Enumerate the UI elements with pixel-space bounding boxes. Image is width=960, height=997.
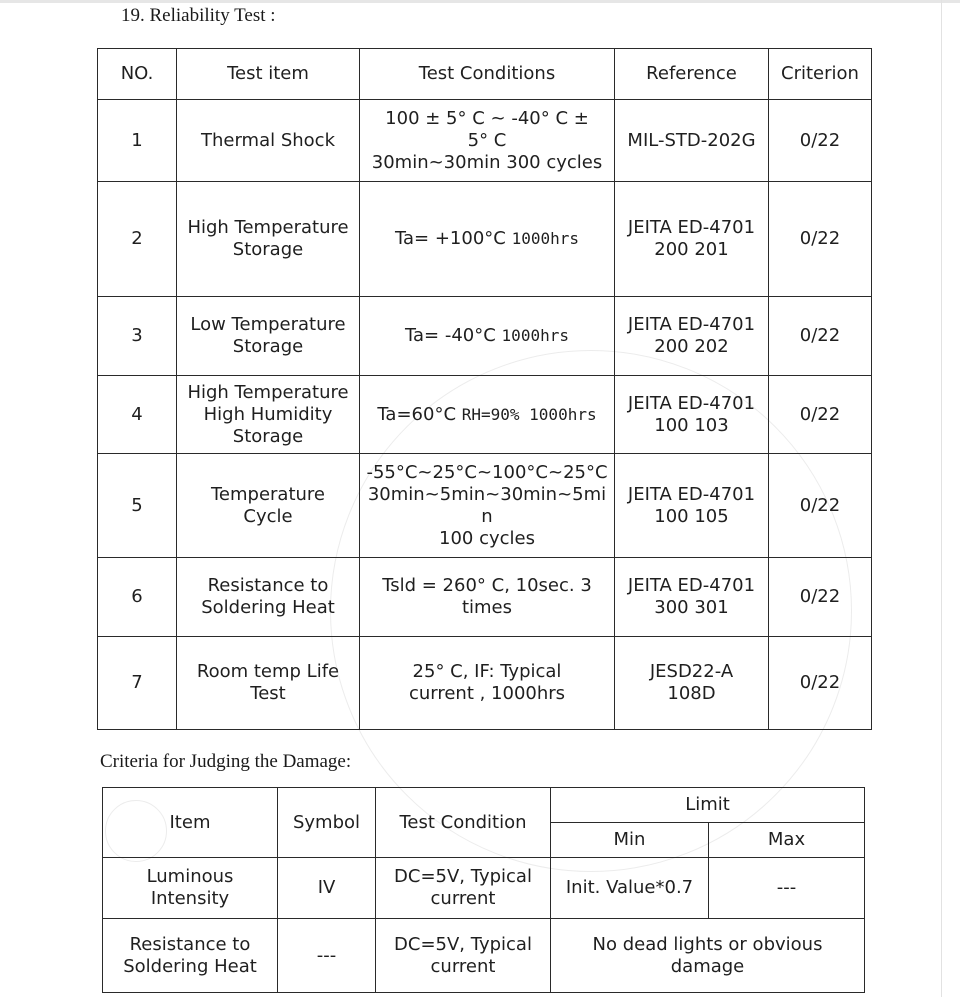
conditions-duration: 1000hrs: [501, 326, 569, 345]
table-row: [98, 637, 872, 730]
table-header-row: [103, 788, 865, 823]
header-test-condition: Test Condition: [376, 788, 551, 858]
header-min: Min: [551, 823, 709, 858]
table-row: [98, 100, 872, 182]
conditions-text: Ta= -40°C: [405, 325, 502, 346]
limit-description: No dead lights or obvious damage: [551, 919, 865, 993]
page-right-edge: [941, 0, 942, 997]
row-number: 6: [98, 558, 177, 637]
row-number: 3: [98, 297, 177, 376]
conditions-text: Ta=60°C: [377, 403, 462, 425]
header-test-item: Test item: [177, 49, 360, 100]
conditions-duration: 1000hrs: [511, 229, 579, 248]
header-no: NO.: [98, 49, 177, 100]
limit-max: ---: [709, 858, 865, 919]
table-header-row: [98, 49, 872, 100]
reference: JEITA ED-4701 100 105: [615, 454, 769, 558]
table-row: [98, 376, 872, 454]
test-item: Thermal Shock: [177, 100, 360, 182]
test-conditions: [360, 454, 615, 558]
table-row: [98, 558, 872, 637]
conditions-text: Ta= +100°C: [394, 228, 512, 249]
header-item: Item: [103, 788, 278, 858]
damage-symbol: ---: [278, 919, 376, 993]
test-conditions: [360, 182, 615, 297]
criteria-title: Criteria for Judging the Damage:: [100, 751, 352, 772]
test-item: Temperature Cycle: [177, 454, 360, 558]
criterion: 0/22: [769, 182, 872, 297]
test-conditions: [360, 100, 615, 182]
criterion: 0/22: [769, 376, 872, 454]
row-number: 1: [98, 100, 177, 182]
criterion: 0/22: [769, 454, 872, 558]
damage-item: Luminous Intensity: [103, 858, 278, 919]
damage-symbol: IV: [278, 858, 376, 919]
table-row: [98, 297, 872, 376]
reference: JEITA ED-4701 200 202: [615, 297, 769, 376]
reference: JEITA ED-4701 100 103: [615, 376, 769, 454]
table-row: [103, 919, 865, 993]
test-item: High Temperature Storage: [177, 182, 360, 297]
header-max: Max: [709, 823, 865, 858]
test-item: Low Temperature Storage: [177, 297, 360, 376]
test-conditions: [360, 376, 615, 454]
reference: JEITA ED-4701 300 301: [615, 558, 769, 637]
criterion: 0/22: [769, 637, 872, 730]
damage-criteria-table: [102, 787, 865, 993]
row-number: 7: [98, 637, 177, 730]
test-item: Resistance to Soldering Heat: [177, 558, 360, 637]
test-conditions: [360, 637, 615, 730]
header-reference: Reference: [615, 49, 769, 100]
limit-min: Init. Value*0.7: [551, 858, 709, 919]
row-number: 2: [98, 182, 177, 297]
page-top-border: [0, 0, 960, 3]
reference: MIL-STD-202G: [615, 100, 769, 182]
header-test-conditions: Test Conditions: [360, 49, 615, 100]
header-symbol: Symbol: [278, 788, 376, 858]
header-criterion: Criterion: [769, 49, 872, 100]
reference: JESD22-A 108D: [615, 637, 769, 730]
conditions-text: 100 ± 5° C ~ -40° C ± 5° C 30min~30min 300 cycles: [371, 107, 603, 173]
table-row: [103, 858, 865, 919]
reliability-test-table: [97, 48, 872, 730]
table-row: [98, 182, 872, 297]
test-conditions: [360, 297, 615, 376]
conditions-text: -55°C~25°C~100°C~25°C 30min~5min~30min~5mi n 100 cycles: [366, 461, 608, 549]
header-limit: Limit: [551, 788, 865, 823]
conditions-text: Tsld = 260° C, 10sec. 3 times: [382, 575, 592, 618]
table-row: [98, 454, 872, 558]
test-conditions: [360, 558, 615, 637]
row-number: 4: [98, 376, 177, 454]
criterion: 0/22: [769, 558, 872, 637]
damage-test-condition: DC=5V, Typical current: [376, 919, 551, 993]
criterion: 0/22: [769, 100, 872, 182]
criterion: 0/22: [769, 297, 872, 376]
conditions-text: 25° C, IF: Typical current , 1000hrs: [408, 661, 566, 704]
damage-test-condition: DC=5V, Typical current: [376, 858, 551, 919]
row-number: 5: [98, 454, 177, 558]
section-title: 19. Reliability Test :: [121, 5, 276, 26]
damage-item: Resistance to Soldering Heat: [103, 919, 278, 993]
test-item: High Temperature High Humidity Storage: [177, 376, 360, 454]
reference: JEITA ED-4701 200 201: [615, 182, 769, 297]
test-item: Room temp Life Test: [177, 637, 360, 730]
conditions-duration: RH=90% 1000hrs: [461, 404, 597, 424]
